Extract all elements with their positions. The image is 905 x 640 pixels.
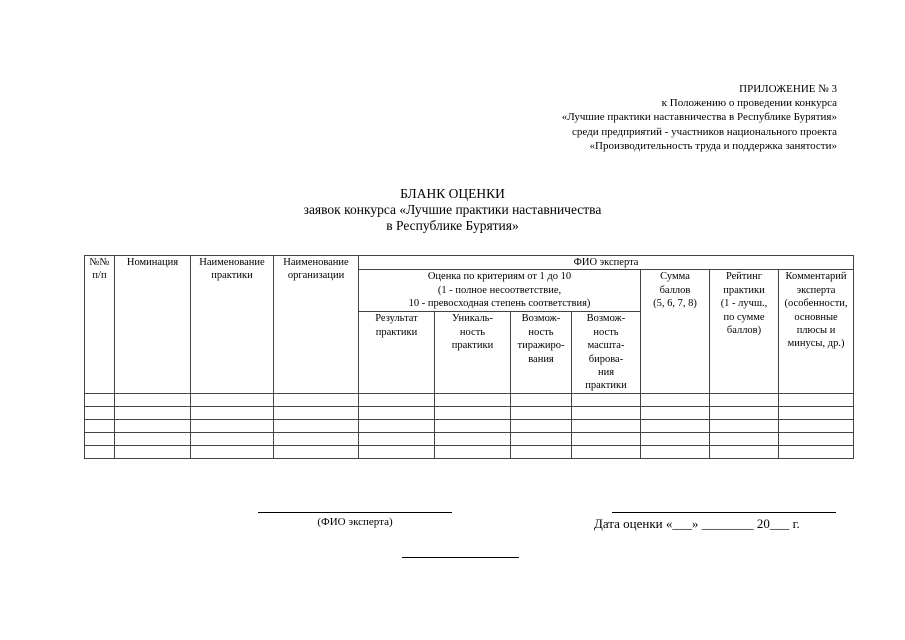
table-cell[interactable]: [435, 420, 511, 433]
header-crit-scale: Возмож- ность масшта- бирова- ния практики: [572, 312, 641, 394]
appendix-line: ПРИЛОЖЕНИЕ № 3: [739, 83, 837, 95]
table-cell[interactable]: [710, 420, 779, 433]
table-cell[interactable]: [641, 394, 710, 407]
table-cell[interactable]: [85, 433, 115, 446]
header-crit-result: Результат практики: [359, 312, 435, 394]
signature-line[interactable]: [258, 512, 452, 513]
table-cell[interactable]: [511, 407, 572, 420]
table-cell[interactable]: [779, 420, 854, 433]
table-cell[interactable]: [572, 407, 641, 420]
table-cell[interactable]: [191, 407, 274, 420]
table-cell[interactable]: [641, 446, 710, 459]
date-signature-line[interactable]: [612, 512, 836, 513]
table-cell[interactable]: [85, 446, 115, 459]
table-cell[interactable]: [511, 394, 572, 407]
table-cell[interactable]: [359, 407, 435, 420]
table-cell[interactable]: [274, 394, 359, 407]
table-row: [85, 433, 854, 446]
table-cell[interactable]: [511, 420, 572, 433]
table-cell[interactable]: [435, 407, 511, 420]
table-cell[interactable]: [710, 446, 779, 459]
table-cell[interactable]: [85, 407, 115, 420]
header-rating: Рейтинг практики (1 - лучш., по сумме баллов): [710, 270, 779, 394]
table-row: [85, 407, 854, 420]
header-criteria: Оценка по критериям от 1 до 10 (1 - полное несоответствие, 10 - превосходная степень соответствия): [359, 270, 641, 312]
table-cell[interactable]: [779, 433, 854, 446]
header-crit-unique: Уникаль- ность практики: [435, 312, 511, 394]
table-cell[interactable]: [710, 394, 779, 407]
table-cell[interactable]: [274, 407, 359, 420]
table-cell[interactable]: [641, 420, 710, 433]
table-row: [85, 394, 854, 407]
form-subtitle-line: в Республике Бурятия»: [386, 218, 519, 233]
table-cell[interactable]: [115, 446, 191, 459]
table-row: [85, 420, 854, 433]
table-cell[interactable]: [191, 420, 274, 433]
appendix-line: среди предприятий - участников национального проекта: [572, 125, 837, 138]
table-cell[interactable]: [779, 407, 854, 420]
header-crit-replicate: Возмож- ность тиражиро- вания: [511, 312, 572, 394]
table-cell[interactable]: [435, 446, 511, 459]
table-cell[interactable]: [511, 446, 572, 459]
table-cell[interactable]: [191, 394, 274, 407]
table-cell[interactable]: [115, 394, 191, 407]
extra-signature-line[interactable]: [402, 557, 519, 558]
table-cell[interactable]: [572, 394, 641, 407]
table-cell[interactable]: [191, 433, 274, 446]
table-cell[interactable]: [115, 420, 191, 433]
table-cell[interactable]: [359, 420, 435, 433]
header-sum: Сумма баллов (5, 6, 7, 8): [641, 270, 710, 394]
appendix-line: «Производительность труда и поддержка занятости»: [589, 139, 837, 152]
appendix-line: к Положению о проведении конкурса: [661, 97, 837, 110]
table-cell[interactable]: [191, 446, 274, 459]
table-cell[interactable]: [115, 407, 191, 420]
table-cell[interactable]: [274, 433, 359, 446]
table-cell[interactable]: [641, 407, 710, 420]
form-subtitle-line: заявок конкурса «Лучшие практики наставничества: [303, 202, 602, 217]
table-cell[interactable]: [641, 433, 710, 446]
table-cell[interactable]: [710, 433, 779, 446]
table-cell[interactable]: [710, 407, 779, 420]
appendix-line: «Лучшие практики наставничества в Республике Бурятия»: [561, 111, 837, 124]
header-practice-name: Наименование практики: [191, 256, 274, 394]
table-cell[interactable]: [511, 433, 572, 446]
table-cell[interactable]: [779, 394, 854, 407]
header-expert-fio: ФИО эксперта: [359, 256, 854, 270]
header-num: №№ п/п: [85, 256, 115, 394]
table-cell[interactable]: [435, 433, 511, 446]
table-cell[interactable]: [274, 420, 359, 433]
table-cell[interactable]: [435, 394, 511, 407]
table-cell[interactable]: [359, 433, 435, 446]
table-cell[interactable]: [85, 394, 115, 407]
table-cell[interactable]: [779, 446, 854, 459]
table-cell[interactable]: [115, 433, 191, 446]
table-cell[interactable]: [572, 433, 641, 446]
header-org-name: Наименование организации: [274, 256, 359, 394]
table-row: [85, 446, 854, 459]
table-cell[interactable]: [359, 394, 435, 407]
appendix-block: [562, 82, 837, 153]
evaluation-date: Дата оценки «___» ________ 20___ г.: [594, 516, 800, 531]
table-cell[interactable]: [359, 446, 435, 459]
table-cell[interactable]: [274, 446, 359, 459]
header-nomination: Номинация: [115, 256, 191, 394]
form-title-line: БЛАНК ОЦЕНКИ: [400, 186, 505, 201]
header-comment: Комментарий эксперта (особенности, основные плюсы и минусы, др.): [779, 270, 854, 394]
table-cell[interactable]: [85, 420, 115, 433]
evaluation-table: [84, 255, 854, 459]
fio-caption: (ФИО эксперта): [317, 516, 393, 528]
table-cell[interactable]: [572, 420, 641, 433]
form-title: [0, 186, 905, 234]
table-cell[interactable]: [572, 446, 641, 459]
